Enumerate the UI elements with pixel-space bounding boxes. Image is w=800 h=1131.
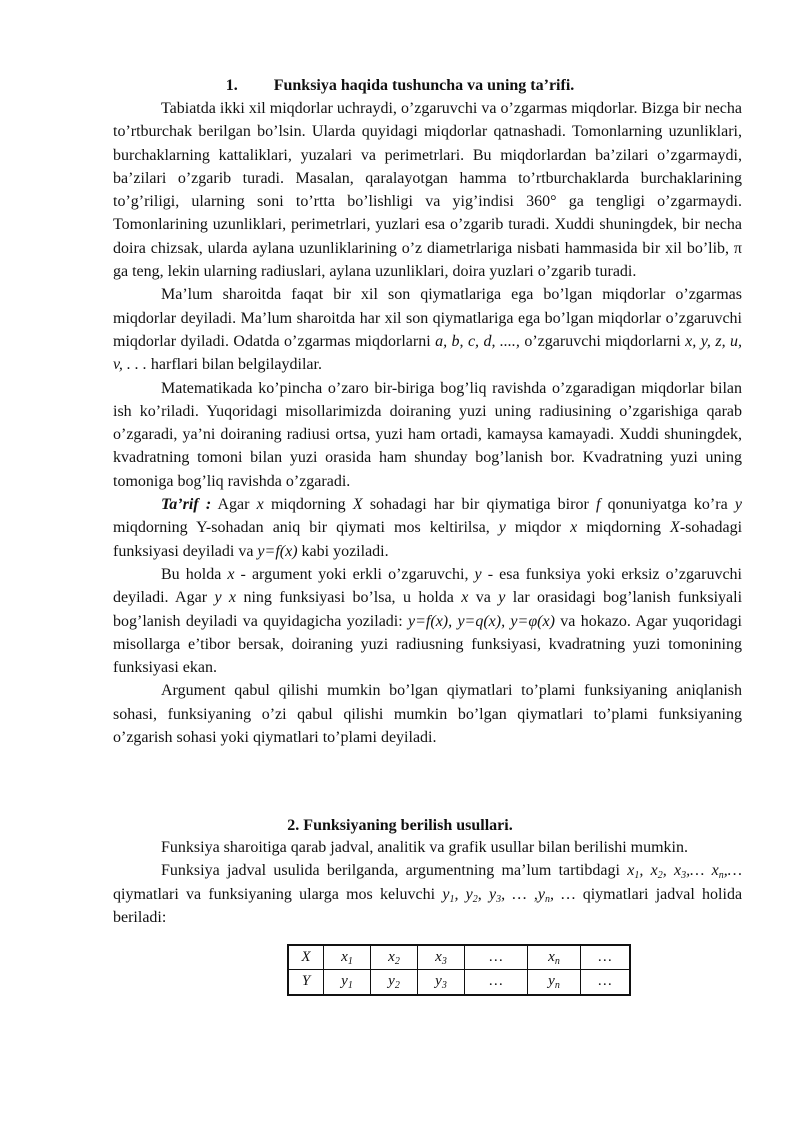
section-1-number: 1. [225, 77, 238, 94]
table-row-header: Y [288, 970, 324, 995]
section-1-heading [0, 74, 800, 97]
section-2-heading: 2. Funksiyaning berilish usullari. [287, 817, 513, 834]
paragraph-domain-range: Argument qabul qilishi mumkin bo’lgan qiymatlari to’plami funksiyaning aniqlanish sohasi, funksiyaning o’zi qabul qilishi mumkin bo’lgan qiymatlari to’plami funksiyaning o’zgarish sohasi yoki qiymatlari to’plami deyiladi. [113, 682, 742, 747]
table-cell: $y_1$ [324, 970, 371, 995]
paragraph-methods: Funksiya sharoitiga qarab jadval, analitik va grafik usullar bilan berilishi mumkin. [161, 839, 688, 856]
paragraph-quantities: Tabiatda ikki xil miqdorlar uchraydi, o’zgaruvchi va o’zgarmas miqdorlar. Bizga bir necha to’rtburchak berilgan bo’lsin. Ularda quyidagi miqdorlar qatnashadi. Tomonlarning uzunliklari, burchaklarning kattaliklari, yuzalari va perimetrlari. Bu miqdorlardan ba’zilari o’zgarmaydi, ba’zilari o’zgarib turadi. Masalan, qaralayotgan hamma to’rtburchaklarda burchaklarining to’g’riligi, ularning soni to’rtta bo’lishligi va yig’indisi 360° ga tengligi o’zgarmaydi. Tomonlarining uzunliklari, perimetrlari, yuzlari esa o’zgarib turadi. Xuddi shuningdek, bir necha doira chizsak, ularda aylana uzunliklarining o’z diametrlariga nisbati hammasida bir xil bo’lib, π ga teng, lekin ularning radiuslari, aylana uzunliklari, doira yuzlari o’zgarib turadi. [113, 100, 742, 281]
paragraph-definition: Ta’rif : Agar x miqdorning X sohadagi har bir qiymatiga biror f qonuniyatga ko’ra y miqdorning Y-sohadan aniq bir qiymati mos keltirilsa, y miqdor x miqdorning X-sohadagi funksiyasi deyiladi va y=f(x) kabi yoziladi. [113, 496, 743, 560]
table-cell: $y_n$ [528, 970, 581, 995]
table-row [288, 945, 630, 970]
paragraph-constants-variables: Ma’lum sharoitda faqat bir xil son qiymatlariga ega bo’lgan miqdorlar o’zgarmas miqdorlar deyiladi. Ma’lum sharoitda har xil son qiymatlariga ega bo’lgan miqdorlar o’zgaruvchi miqdorlar dyiladi. Odatda o’zgarmas miqdorlarni a, b, c, d, ...., o’zgaruvchi miqdorlarni x, y, z, u, v, . . . harflari bilan belgilaydilar. [113, 286, 743, 374]
table-cell: … [465, 945, 528, 970]
table-cell: $x_2$ [371, 945, 418, 970]
table-row-header: X [288, 945, 324, 970]
table-cell: $x_3$ [418, 945, 465, 970]
table-cell: … [581, 970, 631, 995]
function-value-table [287, 944, 631, 996]
section-1-title: Funksiya haqida tushuncha va uning ta’rifi. [273, 77, 575, 94]
section-1-body [113, 97, 742, 749]
table-cell: … [465, 970, 528, 995]
table-cell: $x_1$ [324, 945, 371, 970]
definition-term: Ta’rif : [161, 496, 212, 514]
paragraph-table-method: Funksiya jadval usulida berilganda, argumentning ma’lum tartibdagi $x_1$, $x_2$, $x_3,\dots$ $x_n,\dots$ qiymatlari va funksiyaning ularga mos keluvchi $y_1$, $y_2$, $y_3$, … $,y_n$, … qiymatlari jadval holida beriladi: [113, 862, 743, 926]
table-cell: … [581, 945, 631, 970]
table-row [288, 970, 630, 995]
table-cell: $y_3$ [418, 970, 465, 995]
paragraph-dependence: Matematikada ko’pincha o’zaro bir-biriga bog’liq ravishda o’zgaradigan miqdorlar bilan ish ko’riladi. Yuqoridagi misollarimizda doiraning yuzi uning radiusining o’zgarishiga qarab o’zgaradi, ya’ni doiraning radiusi ortsa, yuzi ham ortadi, kamaysa kamayadi. Xuddi shuningdek, kvadratning tomoni bilan yuzi orasida ham shunday bog’lanish bor. Kvadratning yuzi uning tomoniga bog’liq ravishda o’zgaradi. [113, 379, 742, 490]
paragraph-argument: Bu holda x - argument yoki erkli o’zgaruvchi, y - esa funksiya yoki erksiz o’zgaruvchi deyiladi. Agar y x ning funksiyasi bo’lsa, u holda x va y lar orasidagi bog’lanish funksiyali bog’lanish deyiladi va quyidagicha yoziladi: y=f(x), y=q(x), y=φ(x) va hokazo. Agar yuqoridagi misollarga e’tibor bersak, doiraning yuzi radiusning funksiyasi, kvadratning yuzi tomonining funksiyasi ekan. [113, 565, 743, 677]
table-cell: $x_n$ [528, 945, 581, 970]
section-2-body [113, 836, 742, 929]
table-cell: $y_2$ [371, 970, 418, 995]
